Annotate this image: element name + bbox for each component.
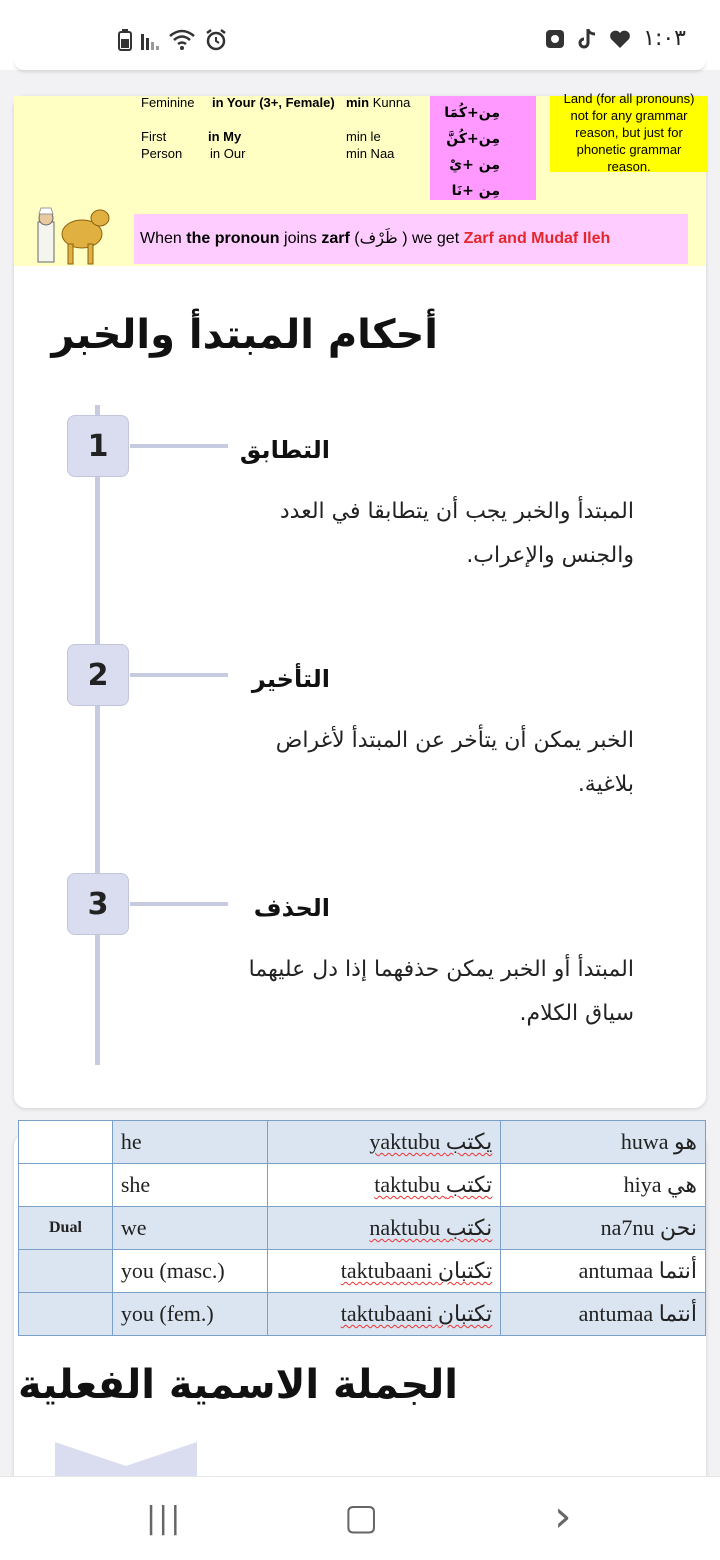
- timeline-connector: [130, 673, 228, 677]
- step-number-3: 3: [67, 873, 129, 935]
- alarm-icon: [204, 28, 228, 52]
- step-title-2: التأخير: [251, 665, 330, 693]
- table-row: she taktubu تكتب hiya هي: [19, 1164, 706, 1207]
- table-row: you (fem.) taktubaani تكتبان antumaa أنتما: [19, 1293, 706, 1336]
- wifi-icon: [168, 29, 196, 51]
- arabic-line: مِن +يْ: [449, 157, 500, 173]
- step-number-2: 2: [67, 644, 129, 706]
- min-le: min le: [346, 129, 381, 144]
- feminine-kunna: Kunna: [372, 95, 411, 110]
- verb-table-image: [18, 1129, 706, 1326]
- feminine-label: Feminine: [141, 95, 195, 110]
- arabic-line: مِن+كُنَّ: [446, 131, 500, 147]
- arabic-line: مِن+كُمَا: [444, 105, 500, 121]
- previous-card-edge: [14, 60, 706, 70]
- back-button[interactable]: ›: [554, 1491, 572, 1542]
- status-icons-right: [545, 26, 686, 51]
- step-desc-1: المبتدأ والخبر يجب أن يتطابقا في العدد والجنس والإعراب.: [279, 499, 634, 568]
- person-label: Person: [141, 146, 183, 161]
- first-label: First: [141, 129, 167, 144]
- tiktok-icon: [577, 28, 597, 50]
- feminine-min: min: [346, 95, 370, 110]
- timeline-connector: [130, 902, 228, 906]
- step-desc-3: المبتدأ أو الخبر يمكن حذفهما إذا دل عليهما سياق الكلام.: [248, 957, 634, 1026]
- screen-record-icon: [545, 29, 565, 49]
- camel-figure-icon: [34, 206, 114, 266]
- step-number-1: 1: [67, 415, 129, 477]
- status-icons-left: [118, 28, 228, 52]
- recent-apps-button[interactable]: |||: [146, 1501, 183, 1536]
- heart-icon: [609, 29, 631, 49]
- lesson-card: [14, 91, 706, 1108]
- table-row: Dual we naktubu نكتب na7nu نحن: [19, 1207, 706, 1250]
- status-time: ١:٠٣: [643, 26, 686, 51]
- battery-icon: [118, 29, 132, 51]
- home-button[interactable]: ▢: [344, 1497, 379, 1538]
- in-my: in My: [208, 129, 242, 144]
- table-row: he yaktubu يكتب huwa هو: [19, 1121, 706, 1164]
- verb-table: [18, 1120, 706, 1336]
- step-title-1: التطابق: [239, 436, 330, 464]
- timeline-line: [95, 405, 100, 1065]
- section-title: الجملة الاسمية الفعلية: [17, 1362, 458, 1408]
- second-card: [14, 1129, 706, 1534]
- zarf-banner: When the pronoun joins zarf (ظَرْف ) we get Zarf and Mudaf Ileh: [134, 214, 688, 264]
- arabic-line: مِن +نَا: [451, 183, 500, 199]
- step-desc-2: الخبر يمكن أن يتأخر عن المبتدأ لأغراض بلاغية.: [275, 728, 634, 797]
- timeline-connector: [130, 444, 228, 448]
- table-row: you (masc.) taktubaani تكتبان antumaa أنتما: [19, 1250, 706, 1293]
- step-title-3: الحذف: [253, 894, 330, 922]
- signal-icon: [140, 30, 160, 50]
- navigation-bar: [0, 1476, 720, 1560]
- min-naa: min Naa: [346, 146, 395, 161]
- section-title: أحكام المبتدأ والخبر: [51, 312, 438, 358]
- arabic-pronoun-box: [430, 96, 536, 200]
- feminine-text: in Your (3+, Female): [212, 95, 335, 110]
- lesson-image: [14, 91, 706, 266]
- in-our: in Our: [210, 146, 246, 161]
- yellow-note: Land (for all pronouns) not for any grammar reason, but just for phonetic grammar reason.: [550, 96, 708, 172]
